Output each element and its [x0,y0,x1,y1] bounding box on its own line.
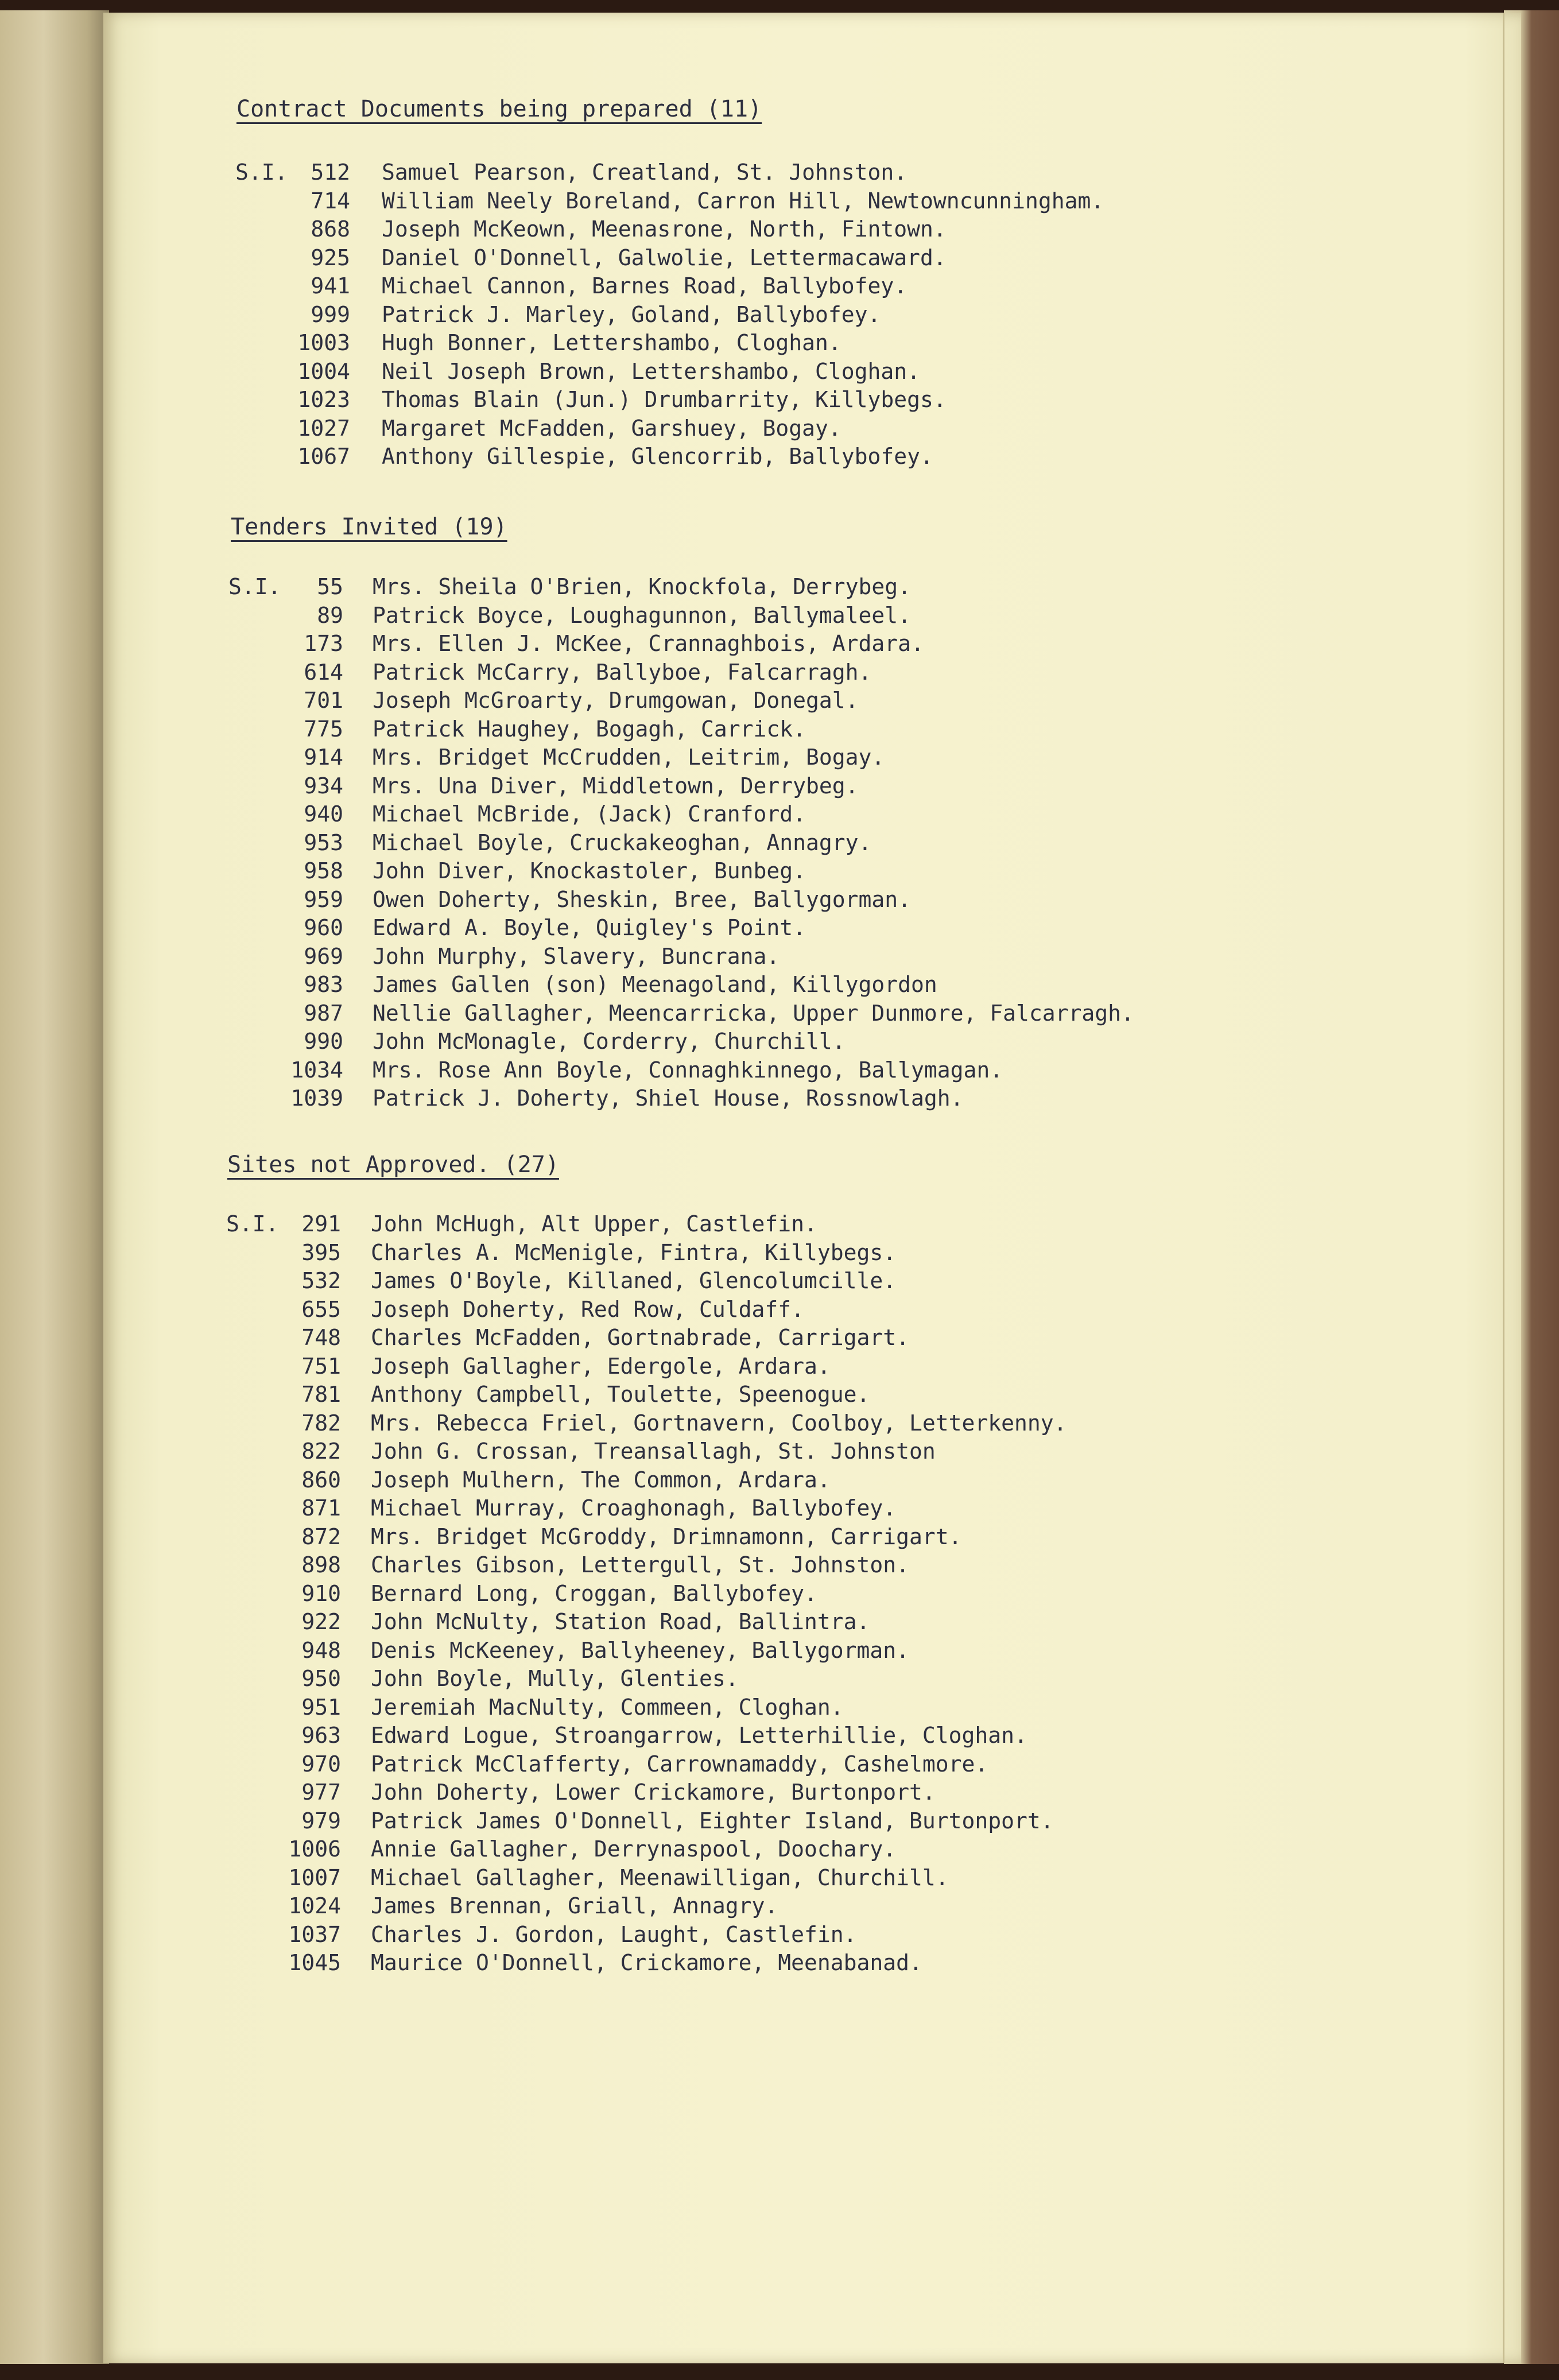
entry-number-cell [226,1722,341,1750]
entry-text: Annie Gallagher, Derrynaspool, Doochary. [371,1836,897,1862]
entry-text: Patrick J. Doherty, Shiel House, Rossnowlagh. [373,1086,964,1111]
entry-number: 614 [304,659,343,685]
entry-number-cell [228,630,343,658]
entry-text: Charles J. Gordon, Laught, Castlefin. [371,1921,857,1947]
entry-text: Patrick Haughey, Bogagh, Carrick. [373,716,806,742]
list-item [235,272,1469,301]
entry-text: Margaret McFadden, Garshuey, Bogay. [382,415,841,441]
list-item [228,573,1463,602]
entry-number-cell [228,914,343,943]
entry-text: John McNulty, Station Road, Ballintra. [371,1609,870,1634]
list-item [226,1778,1460,1807]
entry-number: 1045 [288,1950,341,1975]
entry-number: 950 [301,1666,341,1691]
list-item [235,187,1469,216]
entry-number: 979 [301,1808,341,1834]
entry-number-cell [226,1210,341,1239]
entry-text: Jeremiah MacNulty, Commeen, Cloghan. [371,1694,844,1720]
list-item [226,1949,1460,1978]
entry-number: 898 [301,1552,341,1577]
entry-number-cell [226,1892,341,1921]
entry-number: 1023 [297,387,350,412]
list-item [235,329,1469,358]
entry-number: 655 [301,1296,341,1322]
entry-text: Mrs. Una Diver, Middletown, Derrybeg. [373,773,859,798]
entry-number-cell [235,443,350,471]
list-item [228,1028,1463,1056]
entry-number: 751 [301,1353,341,1379]
list-item [226,1892,1460,1921]
list-item [228,1056,1463,1085]
entry-number: 532 [301,1268,341,1293]
entry-text: Patrick Boyce, Loughagunnon, Ballymaleel. [373,602,911,628]
entry-text: John McHugh, Alt Upper, Castlefin. [371,1211,817,1236]
entry-text: John Doherty, Lower Crickamore, Burtonport. [371,1780,936,1805]
facing-page-edge [0,10,109,2364]
entry-number: 1034 [290,1057,343,1083]
entry-text: Bernard Long, Croggan, Ballybofey. [371,1580,817,1606]
list-item [235,301,1469,330]
list-item [228,1084,1463,1113]
list-item [235,244,1469,273]
entry-number: 782 [301,1410,341,1436]
entry-number-cell [228,857,343,886]
entry-text: Mrs. Sheila O'Brien, Knockfola, Derrybeg. [373,574,911,599]
entry-text: Charles Gibson, Lettergull, St. Johnston. [371,1552,909,1577]
list-item [235,443,1469,471]
list-item [228,715,1463,744]
entry-number-cell [226,1778,341,1807]
list-item [228,829,1463,858]
list-item [226,1466,1460,1495]
entry-number-cell [228,943,343,971]
entry-number-cell [226,1637,341,1665]
list-item [235,358,1469,386]
entry-number-cell [235,329,350,358]
entry-text: Thomas Blain (Jun.) Drumbarrity, Killybegs. [382,387,947,412]
entry-number-cell [226,1750,341,1779]
entry-number-cell [226,1267,341,1296]
entry-number: 1004 [297,358,350,384]
list-item [226,1665,1460,1693]
entry-number-cell [235,301,350,330]
entry-number: 958 [304,858,343,883]
entry-text: Owen Doherty, Sheskin, Bree, Ballygorman. [373,886,911,912]
entry-number: 1039 [290,1086,343,1111]
si-prefix: S.I. [226,1211,279,1236]
entry-number: 291 [301,1211,341,1236]
list-item [226,1352,1460,1381]
entry-number: 987 [304,1000,343,1026]
list-item [226,1693,1460,1722]
list-item [226,1750,1460,1779]
entry-text: Mrs. Bridget McCrudden, Leitrim, Bogay. [373,745,885,770]
entry-number-cell [226,1551,341,1580]
page-content [103,13,1521,2363]
entry-text: Hugh Bonner, Lettershambo, Cloghan. [382,330,841,355]
entry-text: Edward A. Boyle, Quigley's Point. [373,915,806,940]
entry-number: 822 [301,1439,341,1464]
list-item [226,1381,1460,1409]
list-item [235,414,1469,443]
entry-number: 959 [304,886,343,912]
entry-text: Anthony Gillespie, Glencorrib, Ballybofey. [382,444,933,469]
list-item [228,886,1463,914]
entry-text: Mrs. Rebecca Friel, Gortnavern, Coolboy, Letterkenny. [371,1410,1067,1436]
entry-number-cell [226,1921,341,1949]
entry-number-cell [235,414,350,443]
entry-number-cell [235,215,350,244]
entry-number-cell [228,1084,343,1113]
entry-number-cell [235,244,350,273]
entry-number: 512 [311,160,350,185]
entry-number-cell [226,1409,341,1438]
entry-number: 914 [304,745,343,770]
entry-number-cell [226,1352,341,1381]
entry-number: 1006 [288,1836,341,1862]
entry-text: Patrick McCarry, Ballyboe, Falcarragh. [373,659,872,685]
entry-number: 860 [301,1467,341,1493]
entry-number: 1003 [297,330,350,355]
entry-number: 922 [301,1609,341,1634]
entry-number: 951 [301,1694,341,1720]
entry-number: 990 [304,1029,343,1054]
entry-number: 1027 [297,415,350,441]
entry-text: Joseph McKeown, Meenasrone, North, Fintown. [382,216,947,242]
entry-number: 1067 [297,444,350,469]
entry-text: Patrick McClafferty, Carrownamaddy, Cashelmore. [371,1751,988,1777]
list-item [228,687,1463,715]
list-item [228,857,1463,886]
list-item [235,386,1469,414]
entry-number-cell [226,1864,341,1893]
entry-number-cell [228,1056,343,1085]
entry-number-cell [226,1466,341,1495]
entry-number: 960 [304,915,343,940]
list-item [226,1722,1460,1750]
entry-text: Anthony Campbell, Toulette, Speenogue. [371,1382,870,1407]
entry-number: 941 [311,273,350,299]
entry-number-cell [235,272,350,301]
entry-text: Nellie Gallagher, Meencarricka, Upper Dunmore, Falcarragh. [373,1000,1134,1026]
list-item [226,1239,1460,1267]
contract-documents-list [235,158,1469,471]
entry-text: Maurice O'Donnell, Crickamore, Meenabanad. [371,1950,922,1975]
entry-text: Joseph Gallagher, Edergole, Ardara. [371,1353,831,1379]
entry-number: 89 [317,602,343,628]
list-item [226,1835,1460,1864]
entry-number-cell [228,999,343,1028]
list-item [226,1324,1460,1352]
entry-number: 872 [301,1524,341,1549]
entry-number-cell [226,1608,341,1637]
entry-number: 775 [304,716,343,742]
entry-number-cell [226,1239,341,1267]
list-item [228,743,1463,772]
entry-text: James Gallen (son) Meenagoland, Killygordon [373,972,937,997]
entry-text: Neil Joseph Brown, Lettershambo, Cloghan. [382,358,920,384]
page-gutter [1503,13,1504,2363]
entry-number-cell [228,971,343,999]
list-item [228,943,1463,971]
entry-number: 948 [301,1637,341,1663]
entry-number-cell [226,1807,341,1836]
entry-text: Edward Logue, Stroangarrow, Letterhillie, Cloghan. [371,1723,1027,1748]
entry-number: 953 [304,829,343,855]
entry-number-cell [226,1580,341,1608]
entry-number-cell [226,1381,341,1409]
list-item [226,1267,1460,1296]
list-item [226,1437,1460,1466]
entry-number: 969 [304,943,343,969]
entry-text: John McMonagle, Corderry, Churchill. [373,1029,846,1054]
list-item [226,1580,1460,1608]
entry-number: 701 [304,688,343,713]
list-item [226,1864,1460,1893]
tenders-invited-list [228,573,1463,1113]
entry-number-cell [228,772,343,801]
entry-number-cell [228,1028,343,1056]
list-item [226,1637,1460,1665]
entry-number-cell [226,1835,341,1864]
entry-text: Patrick James O'Donnell, Eighter Island, Burtonport. [371,1808,1054,1834]
entry-number-cell [226,1437,341,1466]
entry-number: 940 [304,801,343,827]
entry-text: Mrs. Rose Ann Boyle, Connaghkinnego, Ballymagan. [373,1057,1003,1083]
list-item [228,914,1463,943]
entry-number-cell [235,187,350,216]
list-item [226,1494,1460,1523]
entry-text: Samuel Pearson, Creatland, St. Johnston. [382,160,908,185]
entry-text: Charles McFadden, Gortnabrade, Carrigart. [371,1325,909,1350]
list-item [228,772,1463,801]
document-page [103,13,1521,2363]
entry-number: 173 [304,631,343,656]
entry-text: Michael Gallagher, Meenawilligan, Churchill. [371,1865,949,1890]
list-item [226,1807,1460,1836]
entry-text: John G. Crossan, Treansallagh, St. Johnston [371,1439,936,1464]
entry-number: 910 [301,1580,341,1606]
entry-text: Mrs. Bridget McGroddy, Drimnamonn, Carrigart. [371,1524,962,1549]
entry-text: John Murphy, Slavery, Buncrana. [373,943,780,969]
entry-number-cell [228,829,343,858]
entry-text: Mrs. Ellen J. McKee, Crannaghbois, Ardara. [373,631,924,656]
section-heading-sites-not-approved: Sites not Approved. (27) [227,1152,559,1178]
entry-number-cell [228,687,343,715]
entry-number-cell [226,1296,341,1324]
entry-number: 55 [317,574,343,599]
section-heading-contract-documents: Contract Documents being prepared (11) [236,96,762,122]
entry-number: 977 [301,1780,341,1805]
entry-number: 714 [311,188,350,214]
list-item [226,1608,1460,1637]
list-item [226,1523,1460,1552]
entry-number: 963 [301,1723,341,1748]
entry-number: 1024 [288,1893,341,1918]
list-item [228,658,1463,687]
list-item [228,971,1463,999]
entry-text: Charles A. McMenigle, Fintra, Killybegs. [371,1239,897,1265]
entry-text: Patrick J. Marley, Goland, Ballybofey. [382,301,881,327]
entry-text: John Boyle, Mully, Glenties. [371,1666,739,1691]
entry-text: Michael Cannon, Barnes Road, Ballybofey. [382,273,908,299]
entry-number-cell [226,1324,341,1352]
entry-text: James O'Boyle, Killaned, Glencolumcille. [371,1268,897,1293]
entry-number-cell [228,658,343,687]
entry-number-cell [228,886,343,914]
section-heading-tenders-invited: Tenders Invited (19) [231,514,507,540]
entry-text: John Diver, Knockastoler, Bunbeg. [373,858,806,883]
entry-number: 781 [301,1382,341,1407]
entry-number-cell [226,1949,341,1978]
list-item [228,800,1463,829]
entry-text: Joseph McGroarty, Drumgowan, Donegal. [373,688,859,713]
list-item [226,1551,1460,1580]
entry-number-cell [235,386,350,414]
entry-number: 983 [304,972,343,997]
si-prefix: S.I. [228,574,281,599]
entry-number-cell [235,358,350,386]
entry-number: 999 [311,301,350,327]
entry-number-cell [228,800,343,829]
entry-text: William Neely Boreland, Carron Hill, Newtowncunningham. [382,188,1104,214]
entry-number: 395 [301,1239,341,1265]
entry-number-cell [235,158,350,187]
entry-number: 748 [301,1325,341,1350]
entry-number: 1007 [288,1865,341,1890]
entry-number-cell [228,715,343,744]
entry-text: Michael Boyle, Cruckakeoghan, Annagry. [373,829,872,855]
entry-text: Daniel O'Donnell, Galwolie, Lettermacaward. [382,245,947,270]
entry-number-cell [228,602,343,630]
list-item [235,158,1469,187]
entry-text: Michael Murray, Croaghonagh, Ballybofey. [371,1495,897,1521]
list-item [228,999,1463,1028]
list-item [226,1409,1460,1438]
list-item [226,1921,1460,1949]
list-item [228,602,1463,630]
entry-text: Joseph Mulhern, The Common, Ardara. [371,1467,831,1493]
list-item [228,630,1463,658]
entry-text: James Brennan, Griall, Annagry. [371,1893,778,1918]
entry-number: 970 [301,1751,341,1777]
si-prefix: S.I. [235,160,288,185]
entry-number-cell [228,743,343,772]
entry-number: 934 [304,773,343,798]
entry-text: Denis McKeeney, Ballyheeney, Ballygorman. [371,1637,909,1663]
entry-number: 871 [301,1495,341,1521]
list-item [235,215,1469,244]
list-item [226,1296,1460,1324]
list-item [226,1210,1460,1239]
entry-text: Michael McBride, (Jack) Cranford. [373,801,806,827]
entry-number-cell [226,1693,341,1722]
entry-number-cell [226,1494,341,1523]
entry-number-cell [226,1523,341,1552]
entry-number-cell [228,573,343,602]
entry-text: Joseph Doherty, Red Row, Culdaff. [371,1296,804,1322]
entry-number: 868 [311,216,350,242]
entry-number-cell [226,1665,341,1693]
entry-number: 925 [311,245,350,270]
sites-not-approved-list [226,1210,1460,1978]
entry-number: 1037 [288,1921,341,1947]
